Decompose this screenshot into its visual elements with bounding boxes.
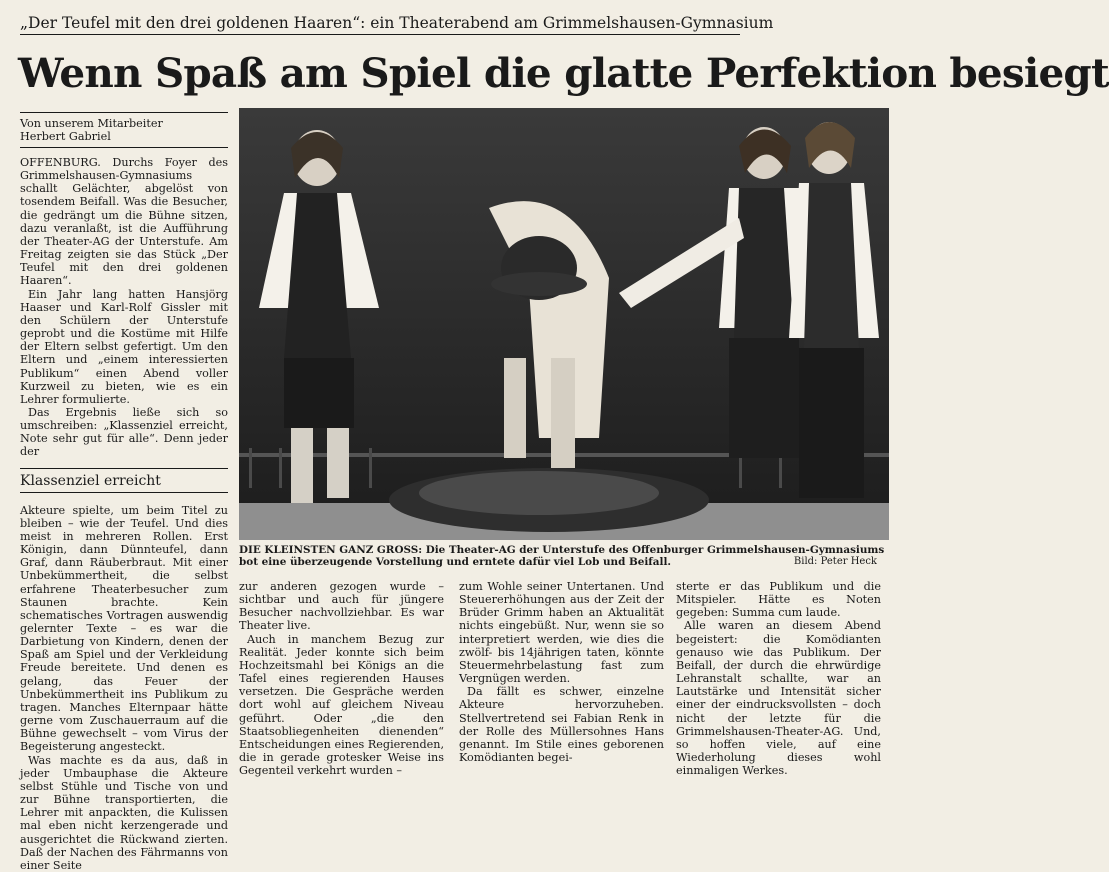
column-4 [676,580,881,777]
paragraph: Ein Jahr lang hatten Hansjörg Haaser und Karl-Rolf Gissler mit den Schülern der Unterstufe geprobt und die Kostüme mit Hilfe der Eltern selbst gefertigt. Um den Eltern und „einem interessierten Publikum“ einen Abend voller Kurzweil zu bieten, wie es ein Lehrer formulierte. [20,287,228,406]
paragraph: Alle waren an diesem Abend begeistert: die Komödianten genauso wie das Publikum. Der Beifall, der durch die ehrwürdige Lehranstalt schallte, war an Lautstärke und Intensität sicher einer der eindrucksvollsten – doch nicht der letzte für die Grimmelshausen-Theater-AG. Und, so hoffen viele, auf eine Wiederholung dieses wohl einmaligen Werkes. [676,619,881,778]
paragraph: Akteure spielte, um beim Titel zu bleiben – wie der Teufel. Und dies meist in mehreren Rollen. Erst Königin, dann Dünnteufel, dann Graf, dann Räuberbraut. Mit einer Unbekümmertheit, die selbst erfahrene Theaterbesucher zum Staunen brachte. Kein schematisches Vortragen auswendig gelernter Texte – es war die Darbietung von Kindern, denen der Spaß am Spiel und der Verkleidung Freude bereitete. Und denen es gelang, das Feuer der Unbekümmertheit ins Publikum zu tragen. Manches Elternpaar hätte gerne vom Zuschauerraum auf die Bühne gewechselt – vom Virus der Begeisterung angesteckt. [20,503,228,754]
article-kicker: „Der Teufel mit den drei goldenen Haaren“: ein Theaterabend am Grimmelshausen-Gymnasium [20,14,740,35]
paragraph: Auch in manchem Bezug zur Realität. Jeder konnte sich beim Hochzeitsmahl bei Königs an die Tafel eines regierenden Hauses versetzen. Die Gespräche werden dort wohl auf gleichem Niveau geführt. Oder „die den Staatsobliegenheiten dienenden“ Entscheidungen eines Regierenden, die in gerade grotesker Weise ins Gegenteil verkehrt wurden – [239,632,444,778]
paragraph: Was machte es da aus, daß in jeder Umbauphase die Akteure selbst Stühle und Tische von und zur Bühne transportierten, die Lehrer mit anpackten, die Kulissen mal eben nicht kerzengerade und ausgerichtet die Rückwand zierten. Daß der Nachen des Fährmanns von einer Seite [20,753,228,872]
byline-author: Herbert Gabriel [20,130,111,143]
paragraph: Da fällt es schwer, einzelne Akteure hervorzuheben. Stellvertretend sei Fabian Renk in der Rolle des Müllersohnes Hans genannt. Im Stile eines geborenen Komödianten begei- [459,685,664,765]
caption-text: DIE KLEINSTEN GANZ GROSS: Die Theater-AG der Unterstufe des Offenburger Grimmelshausen-Gymnasiums bot eine überzeugende Vorstellung und erntete dafür viel Lob und Beifall. [239,544,885,568]
photo-illustration [239,108,889,540]
byline [20,112,228,148]
column-2 [239,580,444,777]
stage-photo [239,108,889,540]
paragraph: sterte er das Publikum und die Mitspieler. Hätte es Noten gegeben: Summa cum laude. [676,580,881,620]
paragraph: OFFENBURG. Durchs Foyer des Grimmelshausen-Gymnasiums schallt Gelächter, abgelöst von tosendem Beifall. Was die Besucher, die gedrängt um die Bühne sitzen, dazu veranlaßt, ist die Aufführung der Theater-AG der Unterstufe. Am Freitag zeigten sie das Stück „Der Teufel mit den drei goldenen Haaren“. [20,156,228,288]
paragraph: Das Ergebnis ließe sich so umschreiben: „Klassenziel erreicht, Note sehr gut für alle“. Denn jeder der [20,405,228,459]
column-1 [20,112,228,872]
photo-credit: Bild: Peter Heck [793,556,877,567]
article-headline: Wenn Spaß am Spiel die glatte Perfektion besiegt [18,49,1109,97]
subheading: Klassenziel erreicht [20,468,228,493]
column-3 [459,580,664,764]
paragraph: zur anderen gezogen wurde – sichtbar und auch für jüngere Besucher nachvollziehbar. Es war Theater live. [239,580,444,633]
photo-caption [239,544,889,568]
paragraph: zum Wohle seiner Untertanen. Und Steuererhöhungen aus der Zeit der Brüder Grimm haben an Aktualität nichts eingebüßt. Nur, wenn sie so interpretiert werden, wie dies die zwölf- bis 14jährigen taten, könnte Steuermehrbelastung fast zum Vergnügen werden. [459,580,664,686]
byline-line-1: Von unserem Mitarbeiter [20,117,163,130]
